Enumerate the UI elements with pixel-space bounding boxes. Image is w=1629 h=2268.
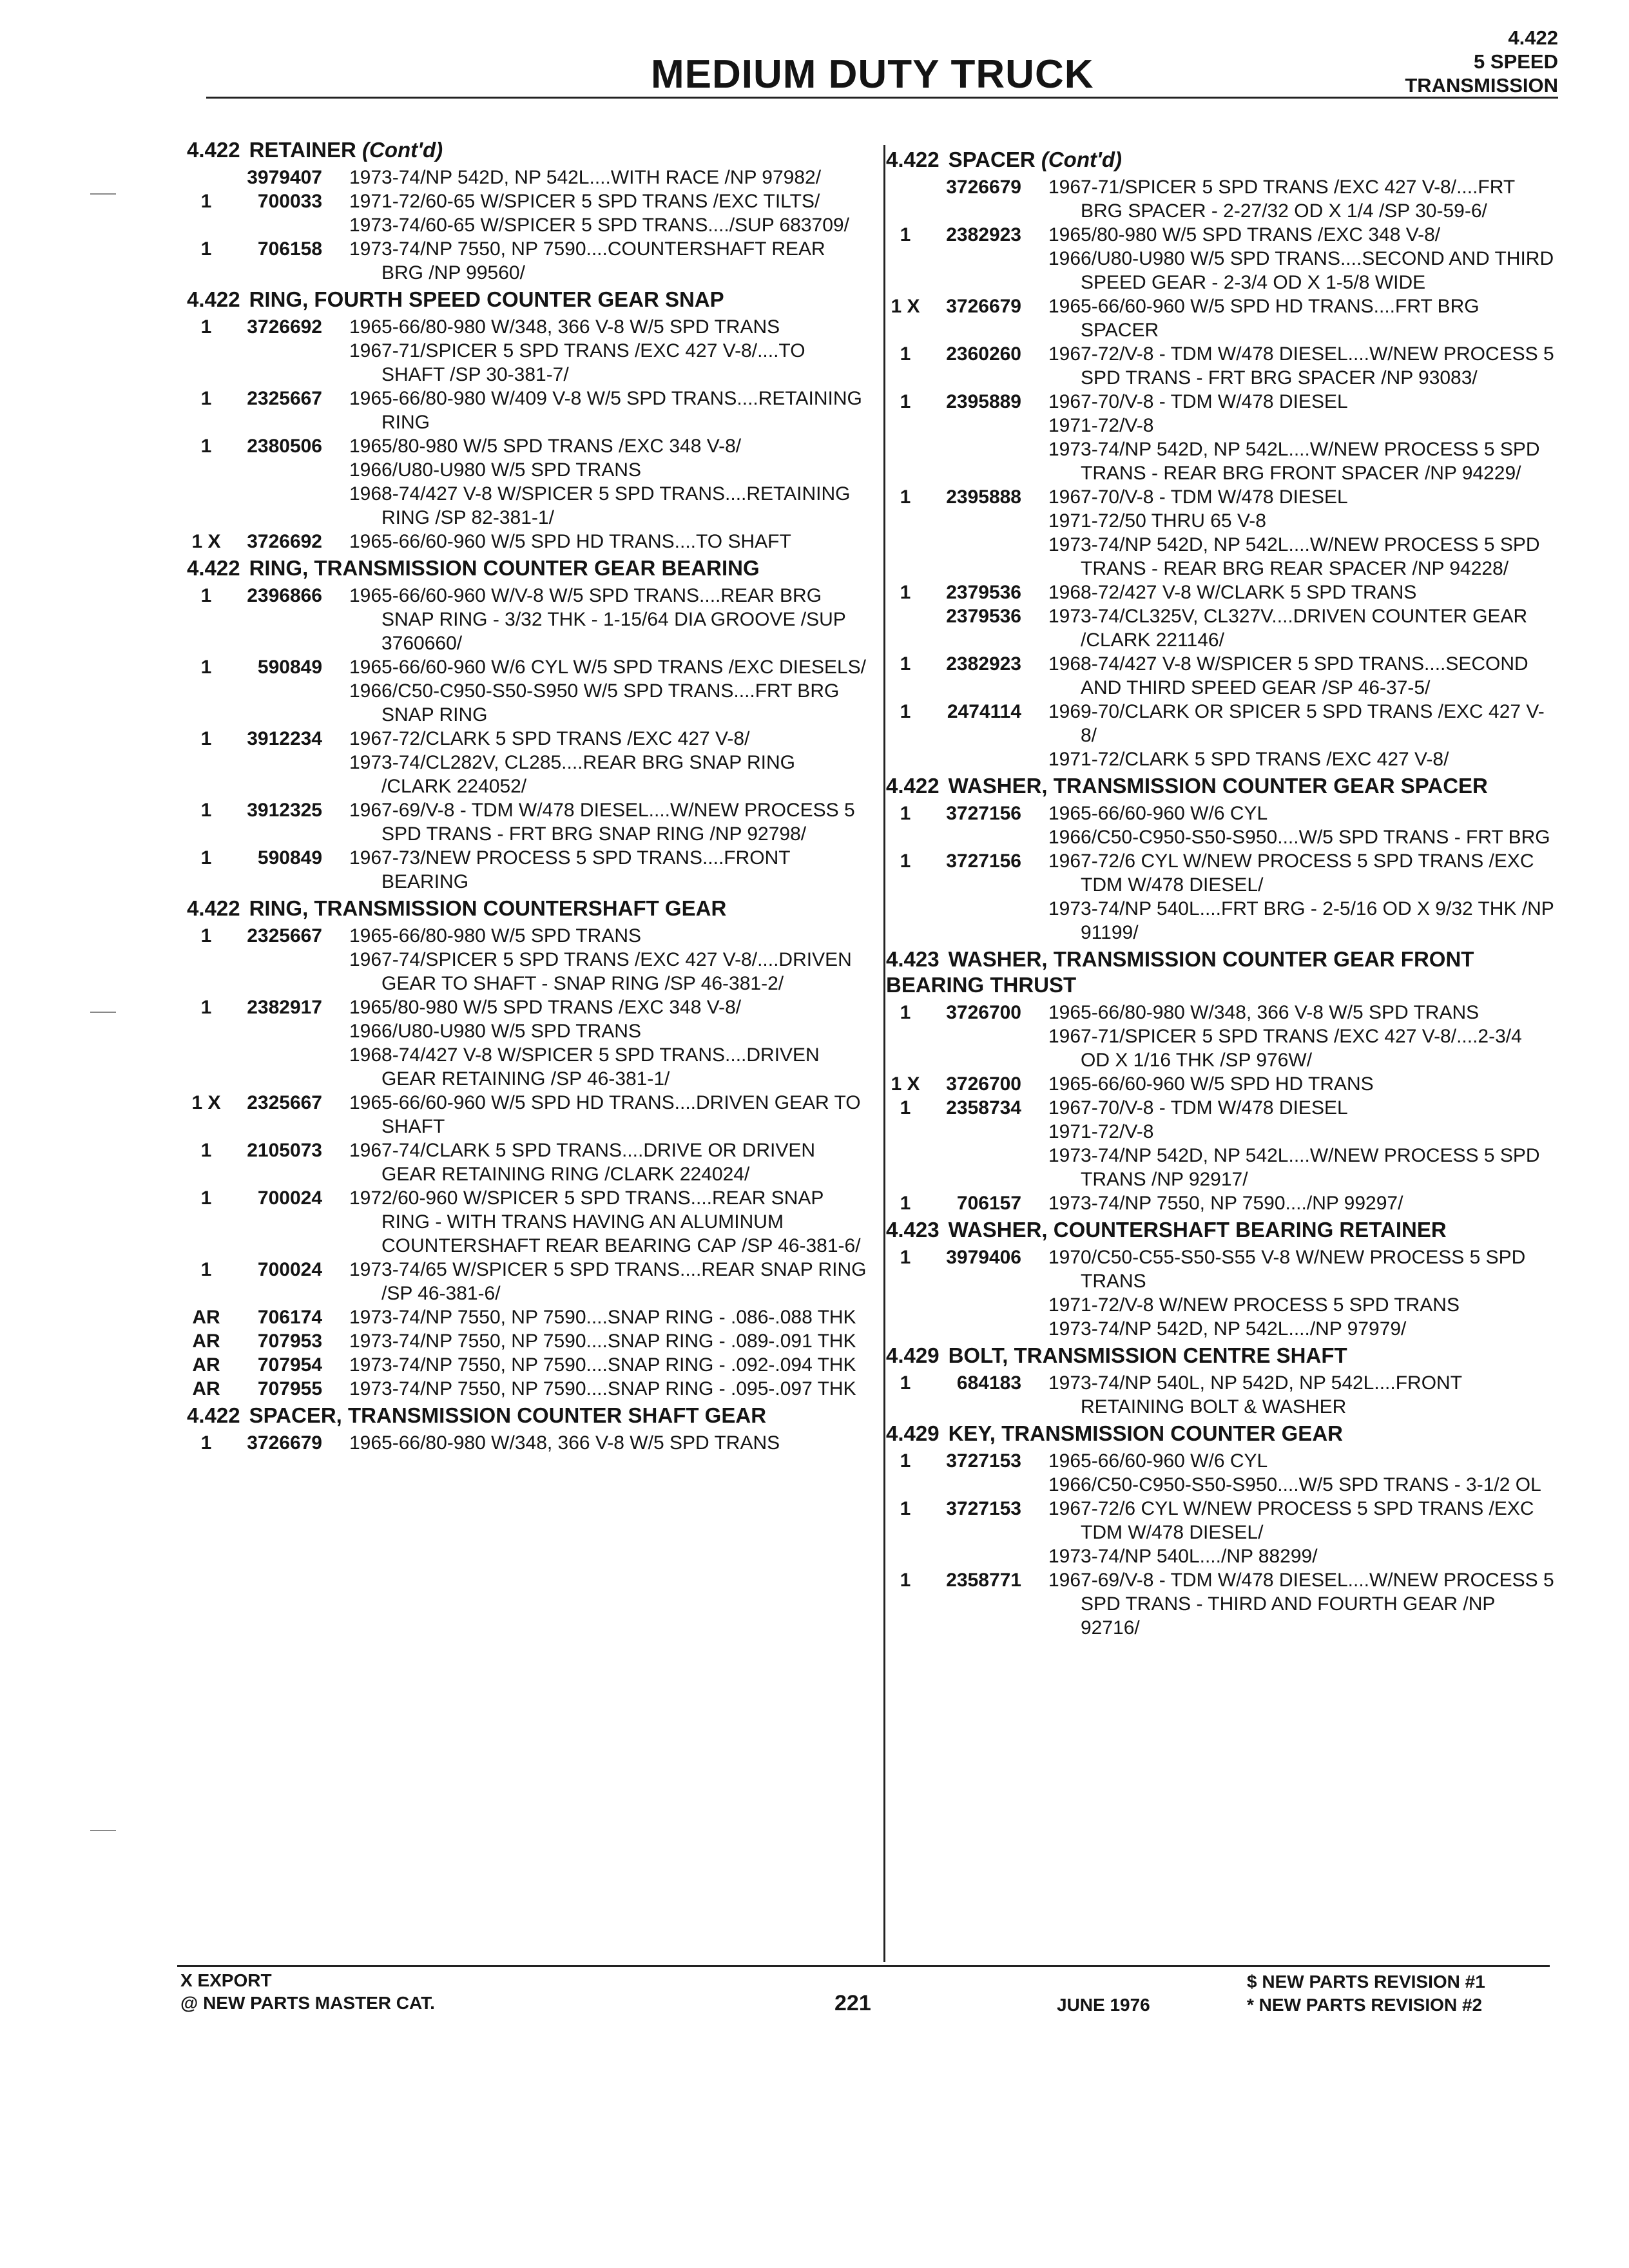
part-description [349,237,870,285]
application-line: 1966/U80-U980 W/5 SPD TRANS [349,459,641,481]
application-line: 1965-66/60-960 W/5 SPD HD TRANS [1048,1073,1374,1095]
part-number: 2474114 [947,701,1021,722]
part-number: 707954 [257,1354,322,1376]
part-number: 2325667 [247,1092,322,1113]
application-line: 1965-66/80-980 W/348, 366 V-8 W/5 SPD TRANS [1048,1002,1480,1023]
section-number: 4.429 [886,1343,940,1367]
part-number: 2325667 [247,388,322,409]
section-code-block [1405,26,1558,97]
part-description [349,1139,870,1186]
application-line: 1965/80-980 W/5 SPD TRANS /EXC 348 V-8/ [1048,224,1441,245]
part-description [1048,700,1556,771]
part-number: 3727156 [946,850,1021,872]
section-heading [886,1343,1556,1369]
application-line: 1967-72/6 CYL W/NEW PROCESS 5 SPD TRANS /EXC TDM W/478 DIESEL/ [1048,850,1534,896]
application-line: 1971-72/V-8 W/NEW PROCESS 5 SPD TRANS [1048,1294,1460,1316]
part-number: 3727156 [946,803,1021,824]
application-line: 1966/C50-C950-S50-S950 W/5 SPD TRANS....FRT BRG SNAP RING [349,680,840,726]
part-description [1048,1096,1556,1191]
quantity: 1 X [891,1073,920,1095]
part-number: 2379536 [946,582,1021,603]
part-number: 700024 [257,1187,322,1209]
part-number: 2325667 [247,925,322,947]
part-description [1048,485,1556,581]
part-number: 3912325 [247,800,322,821]
part-number: 707953 [257,1331,322,1352]
part-entry [886,175,1556,223]
part-entry [187,798,870,846]
quantity: 1 [200,436,212,457]
application-line: 1967-74/SPICER 5 SPD TRANS /EXC 427 V-8/....DRIVEN GEAR TO SHAFT - SNAP RING /SP 46-381-2/ [349,949,852,994]
part-description [1048,1191,1556,1215]
part-number: 590849 [257,847,322,869]
application-line: 1973-74/NP 542D, NP 542L....W/NEW PROCESS 5 SPD TRANS - REAR BRG FRONT SPACER /NP 94229/ [1048,439,1540,484]
quantity: 1 [900,653,911,675]
application-line: 1965-66/80-980 W/348, 366 V-8 W/5 SPD TRANS [349,316,780,338]
part-description [1048,342,1556,390]
application-line: 1973-74/NP 542D, NP 542L....W/NEW PROCESS 5 SPD TRANS - REAR BRG REAR SPACER /NP 94228/ [1048,534,1540,579]
part-number: 706157 [956,1193,1021,1214]
part-entry [187,1091,870,1139]
application-line: 1967-70/V-8 - TDM W/478 DIESEL [1048,391,1348,412]
application-line: 1965-66/60-960 W/5 SPD HD TRANS....TO SHAFT [349,531,791,552]
part-entry [886,1449,1556,1497]
section-title: SPACER, TRANSMISSION COUNTER SHAFT GEAR [249,1403,767,1427]
section-number: 4.422 [187,138,240,162]
quantity: AR [192,1378,220,1399]
section-title: RING, FOURTH SPEED COUNTER GEAR SNAP [249,287,724,311]
part-description [1048,1497,1556,1568]
part-number: 3726692 [247,531,322,552]
part-description [349,1353,870,1377]
section-title: RETAINER [249,138,356,162]
part-entry [187,315,870,387]
quantity: 1 [200,728,212,749]
part-description [349,189,870,237]
quantity: 1 [900,1372,911,1394]
continued-label: (Cont'd) [1041,148,1122,171]
quantity: 1 X [191,531,221,552]
part-entry [187,1305,870,1329]
part-description [349,166,870,189]
section-number: 4.423 [886,947,940,971]
quantity: 1 [900,1097,911,1119]
part-entry [886,849,1556,945]
part-entry [187,530,870,553]
application-line: 1966/U80-U980 W/5 SPD TRANS....SECOND AND THIRD SPEED GEAR - 2-3/4 OD X 1-5/8 WIDE [1048,248,1554,293]
quantity: 1 [200,997,212,1018]
part-entry [187,434,870,530]
section-number: 4.422 [187,556,240,580]
section-title: KEY, TRANSMISSION COUNTER GEAR [948,1421,1343,1445]
quantity: 1 [200,1432,212,1454]
application-line: 1973-74/NP 540L..../NP 88299/ [1048,1546,1318,1567]
part-entry [187,166,870,189]
column-divider [883,145,885,1962]
section-number: 4.422 [187,287,240,311]
part-description [349,924,870,995]
section-heading [886,1217,1556,1243]
quantity: 1 [900,1570,911,1591]
application-line: 1971-72/50 THRU 65 V-8 [1048,510,1266,532]
quantity: 1 [200,847,212,869]
legend-new-parts: @ NEW PARTS MASTER CAT. [180,1993,435,2013]
application-line: 1973-74/CL282V, CL285....REAR BRG SNAP RING /CLARK 224052/ [349,752,796,797]
part-number: 590849 [257,657,322,678]
application-line: 1973-74/NP 7550, NP 7590....SNAP RING - .092-.094 THK [349,1354,856,1376]
part-number: 3726700 [946,1002,1021,1023]
quantity: 1 [200,238,212,260]
part-description [1048,581,1556,604]
application-line: 1965-66/80-980 W/5 SPD TRANS [349,925,642,947]
part-entry [187,387,870,434]
part-entry [886,581,1556,604]
part-description [349,315,870,387]
section-title: SPACER [948,148,1036,171]
part-entry [187,584,870,655]
part-number: 3979406 [946,1247,1021,1268]
part-entry [886,604,1556,652]
application-line: 1966/C50-C950-S50-S950....W/5 SPD TRANS - 3-1/2 OL [1048,1474,1541,1495]
part-entry [886,294,1556,342]
application-line: 1973-74/NP 7550, NP 7590....COUNTERSHAFT REAR BRG /NP 99560/ [349,238,825,284]
part-number: 706174 [257,1307,322,1328]
part-description [349,727,870,798]
section-number: 4.429 [886,1421,940,1445]
application-line: 1966/U80-U980 W/5 SPD TRANS [349,1021,641,1042]
application-line: 1965-66/80-980 W/348, 366 V-8 W/5 SPD TRANS [349,1432,780,1454]
part-entry [886,390,1556,485]
part-number: 2380506 [247,436,322,457]
part-entry [187,846,870,894]
header-rule [206,97,1558,99]
application-line: 1973-74/60-65 W/SPICER 5 SPD TRANS..../SUP 683709/ [349,215,849,236]
part-entry [187,995,870,1091]
application-line: 1965-66/60-960 W/6 CYL [1048,803,1268,824]
application-line: 1965-66/60-960 W/V-8 W/5 SPD TRANS....REAR BRG SNAP RING - 3/32 THK - 1-15/64 DIA GROOVE /SUP 3760660/ [349,585,846,654]
application-line: 1968-74/427 V-8 W/SPICER 5 SPD TRANS....RETAINING RING /SP 82-381-1/ [349,483,851,528]
left-column [187,135,870,1455]
part-entry [187,924,870,995]
quantity: 1 [200,191,212,212]
quantity: 1 X [891,296,920,317]
application-line: 1967-72/V-8 - TDM W/478 DIESEL....W/NEW PROCESS 5 SPD TRANS - FRT BRG SPACER /NP 93083/ [1048,343,1554,389]
page-title: MEDIUM DUTY TRUCK [651,52,1094,97]
quantity: 1 [200,1187,212,1209]
application-line: 1967-69/V-8 - TDM W/478 DIESEL....W/NEW PROCESS 5 SPD TRANS - THIRD AND FOURTH GEAR /NP 92716/ [1048,1570,1554,1639]
application-line: 1968-72/427 V-8 W/CLARK 5 SPD TRANS [1048,582,1417,603]
part-number: 3727153 [946,1498,1021,1519]
application-line: 1967-72/CLARK 5 SPD TRANS /EXC 427 V-8/ [349,728,750,749]
part-number: 706158 [257,238,322,260]
application-line: 1968-74/427 V-8 W/SPICER 5 SPD TRANS....DRIVEN GEAR RETAINING /SP 46-381-1/ [349,1044,820,1090]
part-entry [886,342,1556,390]
part-entry [886,1568,1556,1640]
quantity: 1 [200,585,212,606]
part-description [1048,1072,1556,1096]
application-line: 1973-74/NP 542D, NP 542L....W/NEW PROCESS 5 SPD TRANS /NP 92917/ [1048,1145,1540,1190]
part-entry [886,1096,1556,1191]
application-line: 1967-73/NEW PROCESS 5 SPD TRANS....FRONT BEARING [349,847,791,892]
part-description [349,995,870,1091]
part-entry [187,1139,870,1186]
section-number: 4.422 [886,148,940,171]
application-line: 1965/80-980 W/5 SPD TRANS /EXC 348 V-8/ [349,997,742,1018]
part-number: 684183 [956,1372,1021,1394]
part-entry [187,655,870,727]
application-line: 1967-74/CLARK 5 SPD TRANS....DRIVE OR DRIVEN GEAR RETAINING RING /CLARK 224024/ [349,1140,816,1185]
application-line: 1967-71/SPICER 5 SPD TRANS /EXC 427 V-8/....TO SHAFT /SP 30-381-7/ [349,340,805,385]
section-number: 4.422 [886,774,940,798]
section-heading [886,147,1556,173]
application-line: 1973-74/NP 7550, NP 7590....SNAP RING - .095-.097 THK [349,1378,856,1399]
application-line: 1973-74/NP 7550, NP 7590....SNAP RING - .086-.088 THK [349,1307,856,1328]
application-line: 1965-66/80-980 W/409 V-8 W/5 SPD TRANS....RETAINING RING [349,388,862,433]
quantity: 1 X [191,1092,221,1113]
part-entry [886,1072,1556,1096]
section-subtitle-speed: 5 SPEED [1474,50,1558,73]
section-subtitle-transmission: TRANSMISSION [1405,74,1558,97]
application-line: 1973-74/NP 540L, NP 542D, NP 542L....FRONT RETAINING BOLT & WASHER [1048,1372,1462,1418]
part-description [349,1431,870,1455]
part-number: 3726700 [946,1073,1021,1095]
application-line: 1965-66/60-960 W/6 CYL [1048,1450,1268,1472]
application-line: 1972/60-960 W/SPICER 5 SPD TRANS....REAR SNAP RING - WITH TRANS HAVING AN ALUMINUM COUNTERSHAFT REAR BEARING CAP /SP 46-381-6/ [349,1187,861,1256]
section-heading [187,287,870,312]
application-line: 1973-74/NP 540L....FRT BRG - 2-5/16 OD X 9/32 THK /NP 91199/ [1048,898,1554,943]
part-number: 2105073 [247,1140,322,1161]
part-entry [886,1371,1556,1419]
part-entry [886,802,1556,849]
application-line: 1973-74/NP 542D, NP 542L....WITH RACE /NP 97982/ [349,167,822,188]
part-description [1048,849,1556,945]
application-line: 1967-70/V-8 - TDM W/478 DIESEL [1048,1097,1348,1119]
revision-2-legend: * NEW PARTS REVISION #2 [1247,1995,1483,2015]
application-line: 1973-74/NP 7550, NP 7590..../NP 99297/ [1048,1193,1403,1214]
part-number: 700033 [257,191,322,212]
part-number: 3726679 [247,1432,322,1454]
quantity: 1 [900,582,911,603]
application-line: 1971-72/60-65 W/SPICER 5 SPD TRANS /EXC TILTS/ [349,191,820,212]
quantity: 1 [200,800,212,821]
part-number: 2396866 [247,585,322,606]
quantity: 1 [900,850,911,872]
part-number: 2382917 [247,997,322,1018]
section-number: 4.423 [886,1218,940,1242]
part-entry [187,237,870,285]
application-line: 1973-74/65 W/SPICER 5 SPD TRANS....REAR SNAP RING /SP 46-381-6/ [349,1259,867,1304]
part-number: 3726679 [946,177,1021,198]
application-line: 1965-66/60-960 W/5 SPD HD TRANS....FRT BRG SPACER [1048,296,1480,341]
part-number: 3912234 [247,728,322,749]
application-line: 1965/80-980 W/5 SPD TRANS /EXC 348 V-8/ [349,436,742,457]
application-line: 1965-66/60-960 W/6 CYL W/5 SPD TRANS /EXC DIESELS/ [349,657,867,678]
part-entry [886,652,1556,700]
part-description [1048,175,1556,223]
part-number: 3726692 [247,316,322,338]
part-description [1048,1245,1556,1341]
quantity: 1 [200,316,212,338]
section-title: BOLT, TRANSMISSION CENTRE SHAFT [948,1343,1347,1367]
footer-rule [177,1965,1550,1967]
application-line: 1973-74/NP 7550, NP 7590....SNAP RING - .089-.091 THK [349,1331,856,1352]
quantity: 1 [900,1247,911,1268]
section-code: 4.422 [1508,26,1558,49]
part-number: 3726679 [946,296,1021,317]
quantity: AR [192,1331,220,1352]
part-description [1048,604,1556,652]
part-entry [187,727,870,798]
part-entry [886,1245,1556,1341]
section-heading [187,1403,870,1428]
application-line: 1970/C50-C55-S50-S55 V-8 W/NEW PROCESS 5 SPD TRANS [1048,1247,1526,1292]
quantity: 1 [900,1450,911,1472]
quantity: 1 [900,391,911,412]
part-description [349,846,870,894]
application-line: 1971-72/V-8 [1048,415,1154,436]
part-description [1048,1001,1556,1072]
part-entry [886,223,1556,294]
part-number: 2358771 [946,1570,1021,1591]
part-entry [886,700,1556,771]
section-number: 4.422 [187,1403,240,1427]
part-number: 2382923 [946,224,1021,245]
section-title: RING, TRANSMISSION COUNTERSHAFT GEAR [249,896,727,920]
quantity: 1 [900,803,911,824]
part-description [349,655,870,727]
application-line: 1967-69/V-8 - TDM W/478 DIESEL....W/NEW PROCESS 5 SPD TRANS - FRT BRG SNAP RING /NP 92798/ [349,800,855,845]
publication-date: JUNE 1976 [1057,1995,1150,2015]
quantity: 1 [200,657,212,678]
quantity: 1 [900,701,911,722]
application-line: 1973-74/NP 542D, NP 542L..../NP 97979/ [1048,1318,1407,1340]
part-entry [886,485,1556,581]
part-description [349,1258,870,1305]
part-number: 707955 [257,1378,322,1399]
part-number: 2358734 [946,1097,1021,1119]
part-entry [187,1258,870,1305]
part-description [349,584,870,655]
part-description [349,387,870,434]
part-description [1048,1449,1556,1497]
margin-mark [90,193,116,195]
part-number: 2360260 [946,343,1021,365]
application-line: 1969-70/CLARK OR SPICER 5 SPD TRANS /EXC 427 V-8/ [1048,701,1545,746]
application-line: 1966/C50-C950-S50-S950....W/5 SPD TRANS - FRT BRG [1048,827,1550,848]
application-line: 1967-71/SPICER 5 SPD TRANS /EXC 427 V-8/....2-3/4 OD X 1/16 THK /SP 976W/ [1048,1026,1522,1071]
part-description [349,1377,870,1401]
application-line: 1973-74/CL325V, CL327V....DRIVEN COUNTER GEAR /CLARK 221146/ [1048,606,1528,651]
part-entry [187,1353,870,1377]
margin-mark [90,1830,116,1831]
quantity: 1 [900,1498,911,1519]
part-entry [886,1497,1556,1568]
quantity: 1 [200,925,212,947]
application-line: 1967-72/6 CYL W/NEW PROCESS 5 SPD TRANS /EXC TDM W/478 DIESEL/ [1048,1498,1534,1543]
quantity: 1 [200,388,212,409]
legend-export: X EXPORT [180,1970,272,1990]
part-number: 2395888 [946,486,1021,508]
part-entry [886,1191,1556,1215]
part-entry [187,189,870,237]
section-title: RING, TRANSMISSION COUNTER GEAR BEARING [249,556,760,580]
right-column [886,145,1556,1640]
part-number: 2379536 [946,606,1021,627]
section-title: WASHER, TRANSMISSION COUNTER GEAR FRONT BEARING THRUST [886,947,1474,997]
part-description [1048,223,1556,294]
part-description [349,1186,870,1258]
section-heading [886,1421,1556,1446]
part-entry [187,1377,870,1401]
part-number: 2395889 [946,391,1021,412]
application-line: 1967-70/V-8 - TDM W/478 DIESEL [1048,486,1348,508]
application-line: 1971-72/V-8 [1048,1121,1154,1142]
part-number: 3979407 [247,167,322,188]
part-entry [187,1186,870,1258]
quantity: 1 [900,343,911,365]
section-heading [886,947,1556,998]
revision-1-legend: $ NEW PARTS REVISION #1 [1247,1972,1485,1992]
section-heading [187,137,870,163]
application-line: 1968-74/427 V-8 W/SPICER 5 SPD TRANS....SECOND AND THIRD SPEED GEAR /SP 46-37-5/ [1048,653,1528,698]
part-description [1048,390,1556,485]
part-entry [886,1001,1556,1072]
section-title: WASHER, COUNTERSHAFT BEARING RETAINER [948,1218,1447,1242]
application-line: 1965-66/60-960 W/5 SPD HD TRANS....DRIVEN GEAR TO SHAFT [349,1092,861,1137]
part-description [349,530,870,553]
section-heading [187,555,870,581]
part-description [1048,802,1556,849]
quantity: AR [192,1307,220,1328]
part-description [1048,652,1556,700]
part-description [349,1091,870,1139]
page-number: 221 [834,1991,871,2015]
section-title: WASHER, TRANSMISSION COUNTER GEAR SPACER [948,774,1488,798]
application-line: 1967-71/SPICER 5 SPD TRANS /EXC 427 V-8/....FRT BRG SPACER - 2-27/32 OD X 1/4 /SP 30-59-6/ [1048,177,1515,222]
application-line: 1971-72/CLARK 5 SPD TRANS /EXC 427 V-8/ [1048,749,1449,770]
part-description [349,1329,870,1353]
part-description [349,434,870,530]
part-number: 3727153 [946,1450,1021,1472]
quantity: 1 [900,486,911,508]
section-heading [886,773,1556,799]
quantity: 1 [900,224,911,245]
part-entry [187,1329,870,1353]
quantity: AR [192,1354,220,1376]
section-heading [187,896,870,921]
part-description [349,1305,870,1329]
part-description [1048,1568,1556,1640]
continued-label: (Cont'd) [362,138,443,162]
part-number: 700024 [257,1259,322,1280]
part-entry [187,1431,870,1455]
quantity: 1 [900,1193,911,1214]
quantity: 1 [200,1140,212,1161]
section-number: 4.422 [187,896,240,920]
margin-mark [90,1012,116,1013]
part-description [349,798,870,846]
quantity: 1 [200,1259,212,1280]
part-number: 2382923 [946,653,1021,675]
part-description [1048,1371,1556,1419]
part-description [1048,294,1556,342]
quantity: 1 [900,1002,911,1023]
